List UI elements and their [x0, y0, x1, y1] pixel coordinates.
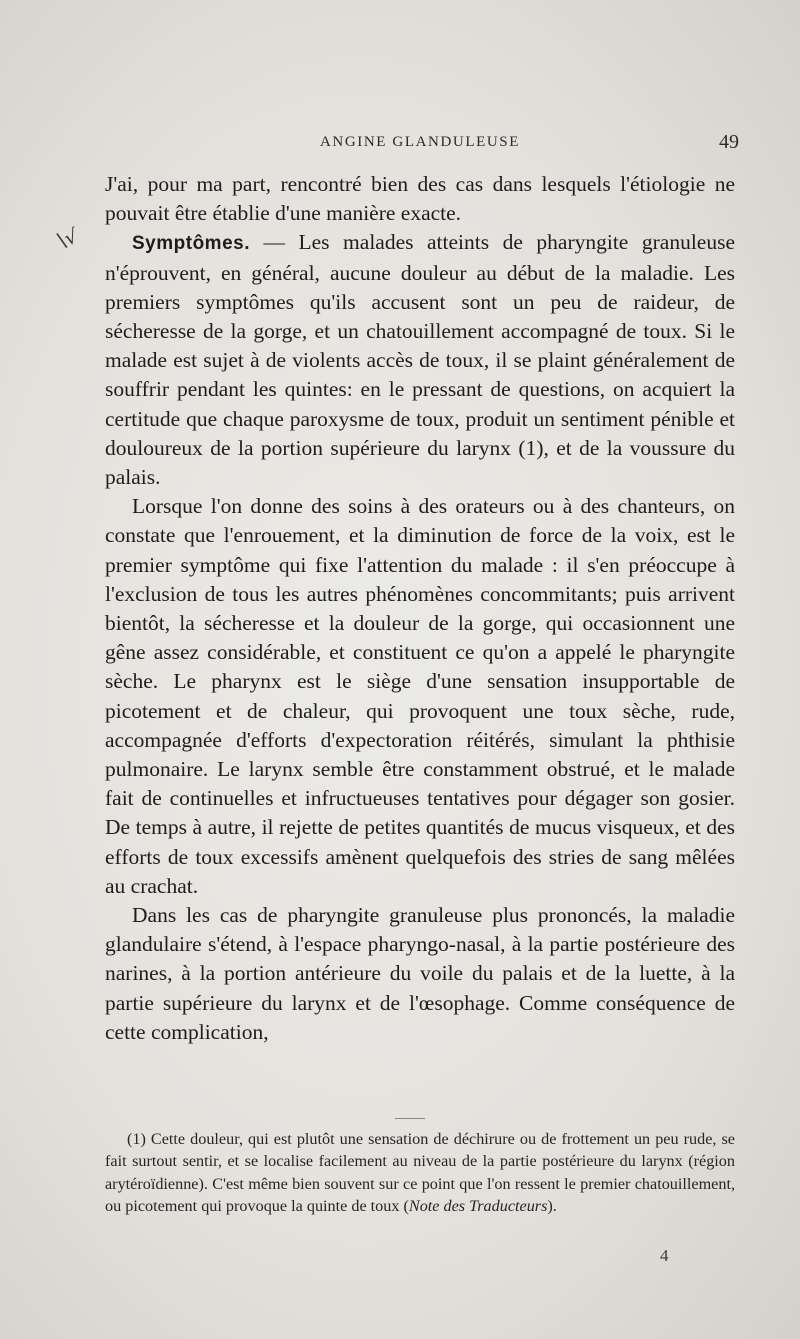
paragraph-symptomes-text: — Les malades atteints de pharyngite granuleuse n'éprouvent, en général, aucune douleur au début de la maladie. Les premiers symptômes qu'ils accusent sont un peu de raideur, de sécheresse de la gorge, et un chatouillement accompagné de toux. Si le malade est sujet à de violents accès de toux, il se plaint généralement de souffrir pendant les quintes: en le pressant de questions, on acquiert la certitude que chaque paroxysme de toux, produit un sentiment pénible et douloureux de la portion supérieure du larynx (1), et de la voussure du palais. [105, 230, 735, 490]
paragraph-3: Lorsque l'on donne des soins à des orateurs ou à des chanteurs, on constate que l'enrouement, et la diminution de force de la voix, est le premier symptôme qui fixe l'attention du malade : il s'en préoccupe à l'exclusion de tous les autres phénomènes concommitants; puis arrivent bientôt, la sécheresse et la douleur de la gorge, qui occasionnent une gêne assez considérable, et constituent ce qu'on a appelé le pharyngite sèche. Le pharynx est le siège d'une sensation insupportable de picotement et de chaleur, qui provoquent une toux sèche, rude, accompagnée d'efforts d'expectoration réitérés, simulant la phthisie pulmonaire. Le larynx semble être constamment obstrué, et le malade fait de continuelles et infructueuses tentatives pour dégager son gosier. De temps à autre, il rejette de petites quantités de mucus visqueux, et des efforts de toux excessifs amènent quelquefois des stries de sang mêlées au crachat. [105, 494, 735, 898]
footnote-close: ). [547, 1196, 557, 1215]
paragraph-symptomes [105, 228, 735, 492]
paragraph-4: Dans les cas de pharyngite granuleuse plus prononcés, la maladie glandulaire s'étend, à l'espace pharyngo-nasal, à la partie postérieure des narines, à la portion antérieure du voile du palais et de la luette, à la partie supérieure du larynx et de l'œsophage. Comme conséquence de cette complication, [105, 903, 735, 1044]
signature-mark: 4 [660, 1246, 669, 1265]
footnote-divider [395, 1118, 425, 1119]
section-heading-symptomes: Symptômes. [132, 233, 250, 255]
footnote-source: Note des Traducteurs [408, 1196, 548, 1215]
footnote [105, 1128, 735, 1217]
margin-annotation: \√ [54, 223, 81, 253]
footnote-text: (1) Cette douleur, qui est plutôt une sensation de déchirure ou de frottement un peu rude, se fait surtout sentir, et se localise facilement au niveau de la partie postérieure du larynx (région arytéroïdienne). C'est même bien souvent sur ce point que l'on ressent le premier chatouillement, ou picotement qui provoque la quinte de toux ( [105, 1130, 735, 1215]
running-head-title: ANGINE GLANDULEUSE [319, 134, 521, 150]
running-head [105, 131, 739, 156]
paragraph-1: J'ai, pour ma part, rencontré bien des cas dans lesquels l'étiologie ne pouvait être établie d'une manière exacte. [105, 172, 735, 226]
page-number: 49 [719, 131, 739, 153]
body-text [105, 170, 735, 1047]
